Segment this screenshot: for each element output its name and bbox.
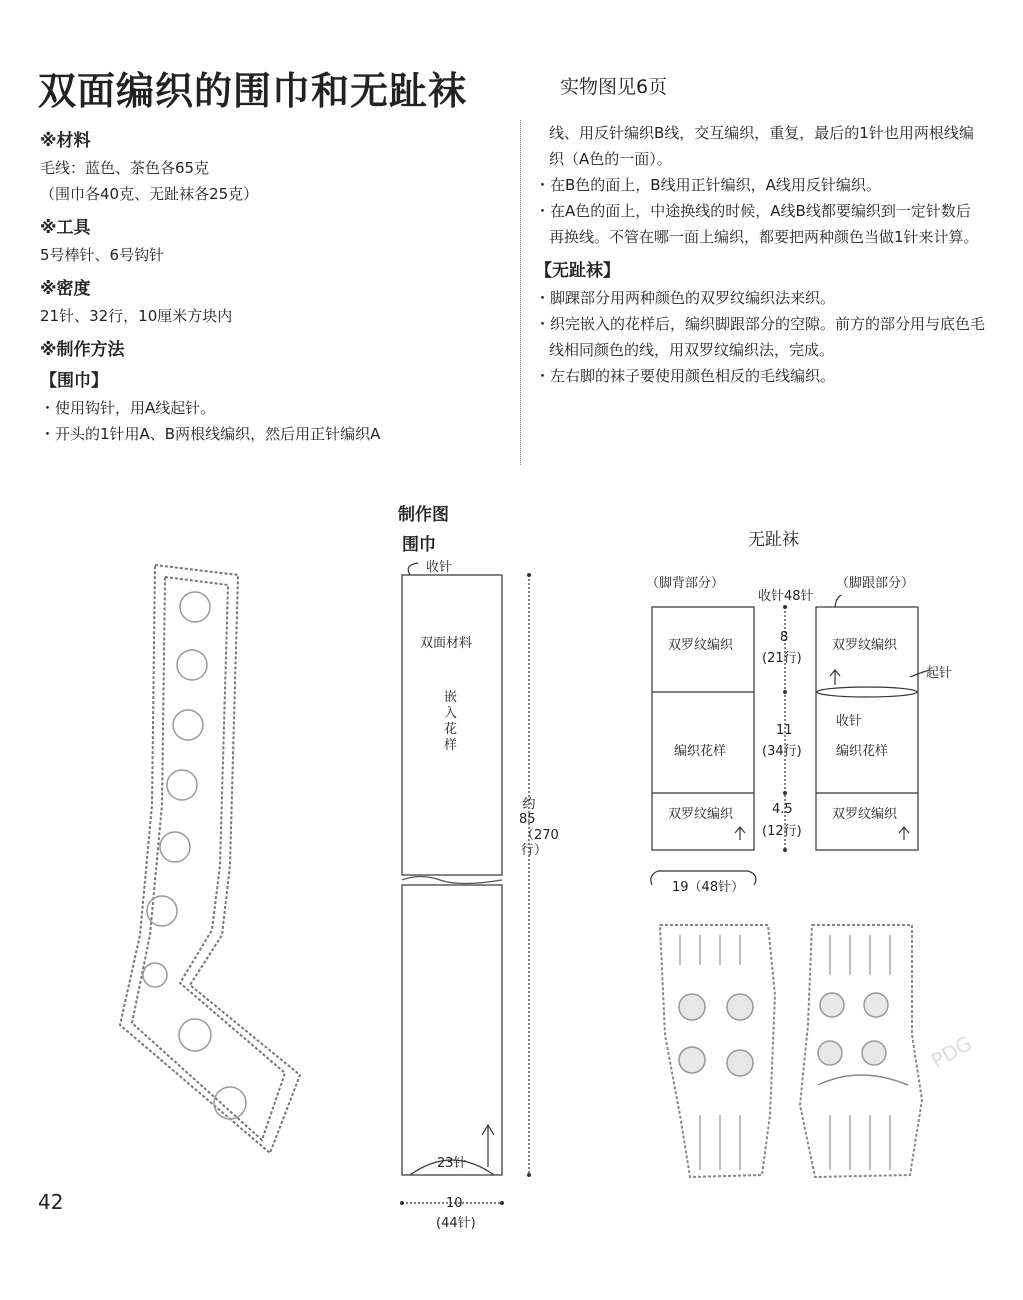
heel-label: （脚跟部分） bbox=[836, 576, 915, 591]
scarf-bullet-1: ・使用钩针，用A线起针。 bbox=[40, 399, 216, 417]
instep-pattern: 编织花样 bbox=[674, 744, 727, 759]
socks-bullet-1: ・脚踝部分用两种颜色的双罗纹编织法来织。 bbox=[535, 289, 836, 307]
dimension-dot bbox=[783, 690, 787, 694]
sock-bind-off: 收针48针 bbox=[758, 589, 814, 604]
scarf-heading: 【围巾】 bbox=[40, 371, 108, 391]
page-title: 双面编织的围巾和无趾袜 bbox=[38, 69, 468, 113]
bullet-b-side: ・在B色的面上，B线用正针编织，A线用反针编织。 bbox=[535, 176, 881, 194]
watermark-text: PDG bbox=[926, 1030, 977, 1074]
heel-rib-bottom: 双罗纹编织 bbox=[832, 807, 898, 822]
materials-heading: ※材料 bbox=[40, 131, 91, 151]
left-column bbox=[40, 120, 510, 447]
scarf-width-stitches: (44针) bbox=[436, 1216, 476, 1231]
heel-pattern: 编织花样 bbox=[836, 744, 889, 759]
column-divider bbox=[520, 120, 521, 465]
scarf-length-approx: 约 bbox=[522, 797, 536, 812]
scarf-cast-on: 23针 bbox=[437, 1156, 467, 1171]
scarf-material: 双面材料 bbox=[420, 636, 473, 651]
method-heading: ※制作方法 bbox=[40, 340, 125, 360]
scarf-pattern: 嵌入花样 bbox=[444, 690, 458, 753]
sock-cast-on: 起针 bbox=[926, 666, 953, 681]
rows-1: (21行) bbox=[762, 651, 802, 666]
scarf-schematic bbox=[390, 555, 559, 1235]
dimension-dot bbox=[783, 605, 787, 609]
dimension-dot bbox=[783, 848, 787, 852]
height-3: 4.5 bbox=[772, 802, 793, 817]
scarf-illustration bbox=[80, 555, 320, 1165]
dimension-dot bbox=[783, 791, 787, 795]
dimension-dot bbox=[527, 573, 531, 577]
scarf-width-cm: 10 bbox=[446, 1196, 463, 1211]
instep-rib-top: 双罗纹编织 bbox=[668, 638, 734, 653]
scarf-length-cm: 85 bbox=[519, 812, 536, 827]
density-text: 21针、32行，10厘米方块内 bbox=[40, 307, 233, 325]
height-1: 8 bbox=[780, 630, 789, 645]
instep-label: （脚背部分） bbox=[646, 576, 725, 591]
heel-bind-off: 收针 bbox=[836, 714, 863, 729]
heel-rib-top: 双罗纹编织 bbox=[832, 638, 898, 653]
sock-diagram-heading: 无趾袜 bbox=[748, 530, 799, 550]
instep-rib-bottom: 双罗纹编织 bbox=[668, 807, 734, 822]
rows-2: (34行) bbox=[762, 744, 802, 759]
socks-heading: 【无趾袜】 bbox=[535, 261, 620, 281]
page-subtitle: 实物图见6页 bbox=[560, 76, 668, 98]
height-2: 11 bbox=[776, 723, 793, 738]
sock-width: 19（48针） bbox=[672, 880, 745, 895]
bullet-a-side: ・在A色的面上，中途换线的时候，A线B线都要编织到一定针数后再换线。不管在哪一面上编织，都要把两种颜色当做1针来计算。 bbox=[535, 202, 979, 246]
density-heading: ※密度 bbox=[40, 279, 91, 299]
dimension-dot bbox=[400, 1201, 404, 1205]
socks-bullet-2: ・织完嵌入的花样后，编织脚跟部分的空隙。前方的部分用与底色毛线相同颜色的线，用双罗纹编织法，完成。 bbox=[535, 315, 986, 359]
dimension-dot bbox=[527, 1173, 531, 1177]
scarf-bind-off: 收针 bbox=[426, 560, 453, 575]
dimension-dot bbox=[500, 1201, 504, 1205]
materials-line1: 毛线：蓝色、茶色各65克 bbox=[40, 159, 210, 177]
rows-3: (12行) bbox=[762, 824, 802, 839]
scarf-continued: 线、用反针编织B线，交互编织，重复，最后的1针也用两根线编织（A色的一面）。 bbox=[549, 124, 974, 168]
socks-bullet-3: ・左右脚的袜子要使用颜色相反的毛线编织。 bbox=[535, 367, 836, 385]
tools-heading: ※工具 bbox=[40, 218, 91, 238]
scarf-bullet-2: ・开头的1针用A、B两根线编织，然后用正针编织A bbox=[40, 425, 381, 443]
materials-line2: （围巾各40克、无趾袜各25克） bbox=[40, 185, 259, 203]
page-number: 42 bbox=[38, 1190, 64, 1214]
diagram-heading: 制作图 bbox=[398, 505, 449, 525]
scarf-length-rows: （270行） bbox=[521, 828, 559, 858]
tools-text: 5号棒针、6号钩针 bbox=[40, 246, 165, 264]
scarf-diagram-heading: 围巾 bbox=[402, 535, 436, 555]
right-column bbox=[535, 120, 985, 389]
